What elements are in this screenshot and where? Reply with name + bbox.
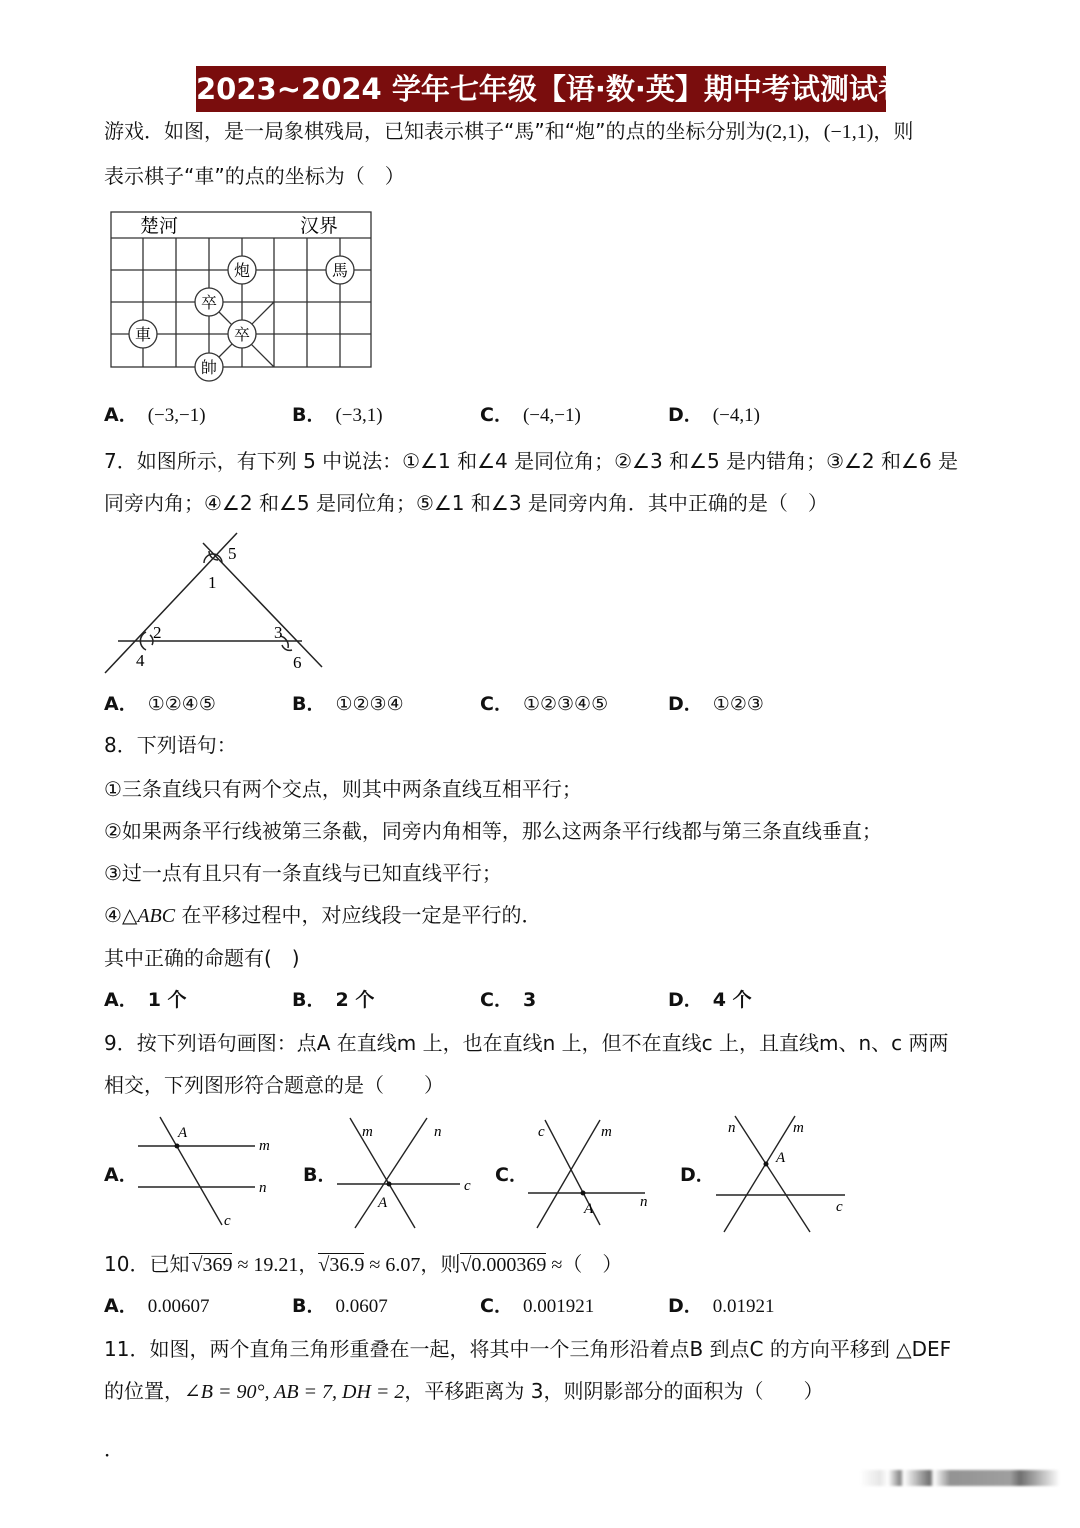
q11-line2 xyxy=(104,1378,824,1405)
q6-coord2: (−1,1) xyxy=(823,121,874,143)
angle-label-6: 6 xyxy=(293,653,302,672)
fig-b-label-c: c xyxy=(464,1178,471,1194)
q9-line2: 相交，下列图形符合题意的是（ ） xyxy=(104,1073,444,1097)
fig-c-label-A: A xyxy=(584,1201,594,1217)
option-letter: A． xyxy=(104,989,138,1011)
q11-math: ∠B = 90°, AB = 7, DH = 2 xyxy=(184,1381,405,1403)
q6-end: ，则 xyxy=(873,119,914,143)
q10-v2: ≈ 6.07，则 xyxy=(364,1254,461,1276)
trailing-dot: ． xyxy=(104,1437,124,1461)
sqrt-369: √369 xyxy=(191,1254,233,1276)
option-text: 0.001921 xyxy=(522,1296,595,1317)
radicand: 36.9 xyxy=(329,1254,365,1276)
q6-text: 游戏．如图，是一局象棋残局，已知表示棋子“馬”和“炮”的点的坐标分别为 xyxy=(104,119,766,143)
option-letter: C． xyxy=(480,1295,513,1317)
board-label-right: 汉界 xyxy=(300,216,339,237)
option-text: (−4,1) xyxy=(712,405,760,426)
option-text: (−3,1) xyxy=(335,405,383,426)
option-text: 3 xyxy=(522,989,537,1011)
option-text: 1 个 xyxy=(147,989,187,1011)
q9-line1: 9．按下列语句画图：点A 在直线m 上，也在直线n 上，但不在直线c 上，且直线m、n、c 两两 xyxy=(104,1031,949,1055)
fig-a-label-c: c xyxy=(224,1213,231,1229)
q8-stem: 8．下列语句： xyxy=(104,733,237,757)
piece-label: 卒 xyxy=(200,295,218,312)
q10-v3: ≈（ ） xyxy=(546,1254,623,1276)
option-letter: A． xyxy=(104,1295,138,1317)
angle-label-1: 1 xyxy=(208,573,217,592)
fig-b-label-n: n xyxy=(434,1124,442,1140)
option-letter: B． xyxy=(303,1164,337,1186)
fig-c-label-m: m xyxy=(601,1124,612,1140)
q8-statement-1: ①三条直线只有两个交点，则其中两条直线互相平行； xyxy=(104,777,582,801)
piece-label: 炮 xyxy=(233,263,251,280)
option-text: ①②③④⑤ xyxy=(522,693,609,715)
option-letter: D． xyxy=(668,404,703,426)
exam-title: 2023~2024 学年七年级【语·数·英】期中考试测试卷 xyxy=(196,66,886,112)
angle-label-3: 3 xyxy=(274,623,283,642)
option-letter: B． xyxy=(292,1295,326,1317)
fig-a-label-n: n xyxy=(259,1180,267,1196)
option-text: ①②③ xyxy=(712,693,764,715)
q10-option-c[interactable] xyxy=(480,1293,594,1320)
q8-statement-2: ②如果两条平行线被第三条截，同旁内角相等，那么这两条平行线都与第三条直线垂直； xyxy=(104,819,882,843)
fig-d-label-n: n xyxy=(728,1120,736,1136)
fig-d-label-c: c xyxy=(836,1199,843,1215)
option-text: 0.01921 xyxy=(712,1296,775,1317)
angle-label-2: 2 xyxy=(153,623,162,642)
option-text: (−3,−1) xyxy=(147,405,206,426)
q10-option-b[interactable] xyxy=(292,1293,388,1320)
radicand: 0.000369 xyxy=(471,1254,547,1276)
q6-line2: 表示棋子“車”的点的坐标为（ ） xyxy=(104,164,405,188)
s4-rest: 在平移过程中，对应线段一定是平行的． xyxy=(175,903,542,927)
q7-line2: 同旁内角；④∠2 和∠5 是同位角；⑤∠1 和∠3 是同旁内角．其中正确的是（ ） xyxy=(104,491,828,515)
option-text: ①②④⑤ xyxy=(147,693,216,715)
option-letter: A． xyxy=(104,404,138,426)
sqrt-0-000369: √0.000369 xyxy=(460,1254,547,1276)
fig-b-label-A: A xyxy=(378,1195,388,1211)
q6-sep: ， xyxy=(803,119,824,143)
s4-prefix: ④ xyxy=(104,903,122,927)
option-letter: D． xyxy=(680,1164,715,1186)
option-text: 2 个 xyxy=(335,989,375,1011)
option-letter: C． xyxy=(480,404,513,426)
option-letter: C． xyxy=(480,989,513,1011)
option-text: ①②③④ xyxy=(335,693,404,715)
scan-artifact xyxy=(860,1470,1060,1486)
option-text: (−4,−1) xyxy=(522,405,581,426)
fig-a-label-A: A xyxy=(178,1125,188,1141)
q10-option-a[interactable] xyxy=(104,1293,209,1320)
radicand: 369 xyxy=(202,1254,233,1276)
q8-statement-3: ③过一点有且只有一条直线与已知直线平行； xyxy=(104,861,502,885)
q7-line1: 7．如图所示，有下列 5 中说法：①∠1 和∠4 是同位角；②∠3 和∠5 是内错角；③∠2 和∠6 是 xyxy=(104,449,959,473)
s4-math: △ABC xyxy=(121,905,176,927)
q11-text-a: 的位置， xyxy=(104,1379,184,1403)
option-letter: A． xyxy=(104,693,138,715)
option-letter: C． xyxy=(480,693,513,715)
option-text: 4 个 xyxy=(712,989,752,1011)
option-letter: A． xyxy=(104,1164,138,1186)
piece-label: 帥 xyxy=(200,360,218,377)
piece-label: 車 xyxy=(134,327,152,344)
fig-d-label-A: A xyxy=(776,1150,786,1166)
piece-label: 馬 xyxy=(331,263,349,280)
option-text: 0.00607 xyxy=(147,1296,210,1317)
q10-prefix: 10．已知 xyxy=(104,1252,190,1276)
q10-option-d[interactable] xyxy=(668,1293,775,1320)
q11-text-b: ，平移距离为 3，则阴影部分的面积为（ ） xyxy=(404,1379,824,1403)
q10-v1: ≈ 19.21， xyxy=(232,1254,319,1276)
fig-d-label-m: m xyxy=(793,1120,804,1136)
fig-c-label-n: n xyxy=(640,1194,648,1210)
option-letter: C． xyxy=(495,1164,528,1186)
angle-label-4: 4 xyxy=(136,651,145,670)
q11-line1: 11．如图，两个直角三角形重叠在一起，将其中一个三角形沿着点B 到点C 的方向平移到 △DEF xyxy=(104,1337,952,1361)
q8-question: 其中正确的命题有( ) xyxy=(104,946,300,970)
board-label-left: 楚河 xyxy=(140,216,179,237)
fig-c-label-c: c xyxy=(538,1124,545,1140)
option-letter: D． xyxy=(668,693,703,715)
option-letter: B． xyxy=(292,404,326,426)
option-letter: D． xyxy=(668,989,703,1011)
piece-label: 卒 xyxy=(233,327,251,344)
option-letter: B． xyxy=(292,989,326,1011)
sqrt-36-9: √36.9 xyxy=(318,1254,365,1276)
option-text: 0.0607 xyxy=(335,1296,388,1317)
option-letter: B． xyxy=(292,693,326,715)
angle-label-5: 5 xyxy=(228,544,237,563)
option-letter: D． xyxy=(668,1295,703,1317)
fig-b-label-m: m xyxy=(362,1124,373,1140)
q6-coord1: (2,1) xyxy=(765,121,804,143)
fig-a-label-m: m xyxy=(259,1138,270,1154)
q10-stem xyxy=(104,1251,622,1278)
